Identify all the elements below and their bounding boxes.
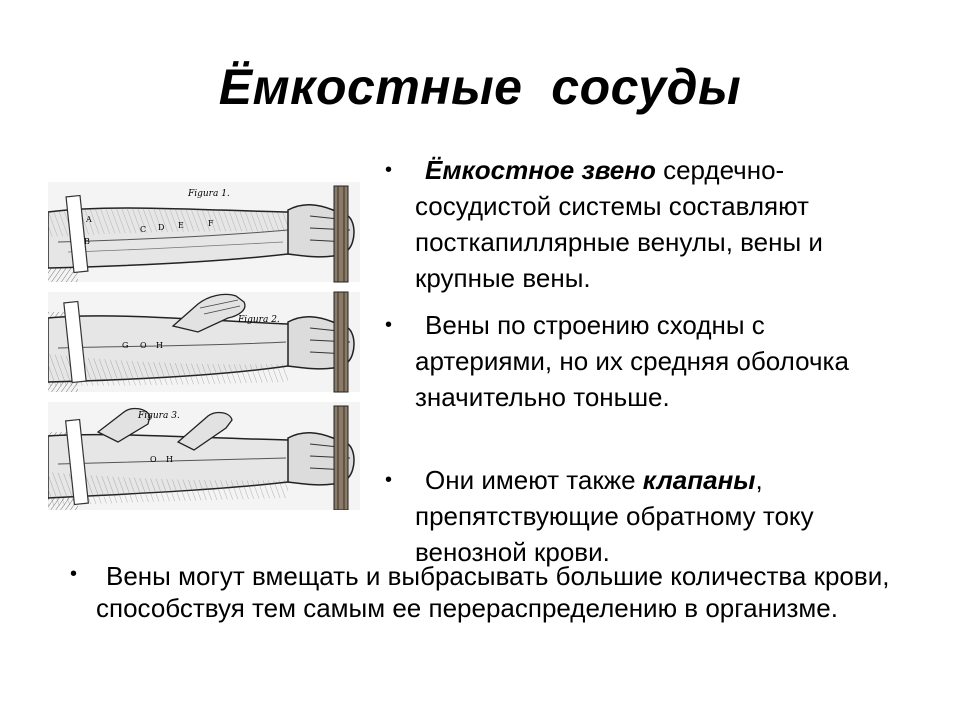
figure-label-1: Figura 1. (188, 189, 230, 199)
arm-figure-2 (48, 292, 360, 392)
letter-o: O (140, 341, 147, 350)
letter-o-3: O (150, 455, 157, 464)
letter-h: H (156, 341, 163, 350)
letter-b: B (84, 237, 90, 246)
arm-figure-1 (48, 182, 360, 282)
bullet-text: Вены по строению сходны с артериями, но их средняя оболочка значительно тоньше. (415, 310, 849, 412)
bullet-capacitive-link (385, 152, 905, 296)
letter-a: A (86, 215, 92, 224)
bullet-marker: • (385, 469, 393, 491)
letter-h-3: H (166, 455, 173, 464)
figure-label-3: Figura 3. (138, 411, 180, 421)
bullet-text-before: Они имеют также (425, 465, 643, 495)
letter-c: C (140, 225, 147, 234)
bullet-text: сердечно-сосудистой системы составляют посткапиллярные венулы, вены и крупные вены. (415, 155, 823, 293)
bullet-emphasis: Ёмкостное звено (425, 155, 656, 185)
arm-engraving-image (48, 182, 360, 510)
letter-g: G (122, 341, 129, 350)
bullet-text-after: , препятствующие обратному току венозной крови. (415, 465, 814, 567)
bullet-vein-structure (385, 307, 905, 415)
bullet-marker: • (385, 159, 393, 181)
bullet-marker: • (385, 314, 393, 336)
bullet-text: Вены могут вмещать и выбрасывать большие количества крови, способствуя тем самым ее перераспределению в организме. (96, 561, 890, 623)
bullet-blood-redistribution (70, 560, 890, 624)
slide-title: Ёмкостные сосуды (218, 59, 742, 115)
letter-d: D (158, 223, 165, 232)
figure-label-2: Figura 2. (238, 315, 280, 325)
bullet-marker: • (70, 563, 78, 585)
arm-figure-3 (48, 402, 360, 510)
letter-f: F (208, 219, 214, 228)
bullet-emphasis: клапаны (642, 465, 756, 495)
bullet-valves (385, 462, 905, 570)
letter-e: E (178, 221, 184, 230)
harvey-arm-illustration (48, 182, 360, 510)
